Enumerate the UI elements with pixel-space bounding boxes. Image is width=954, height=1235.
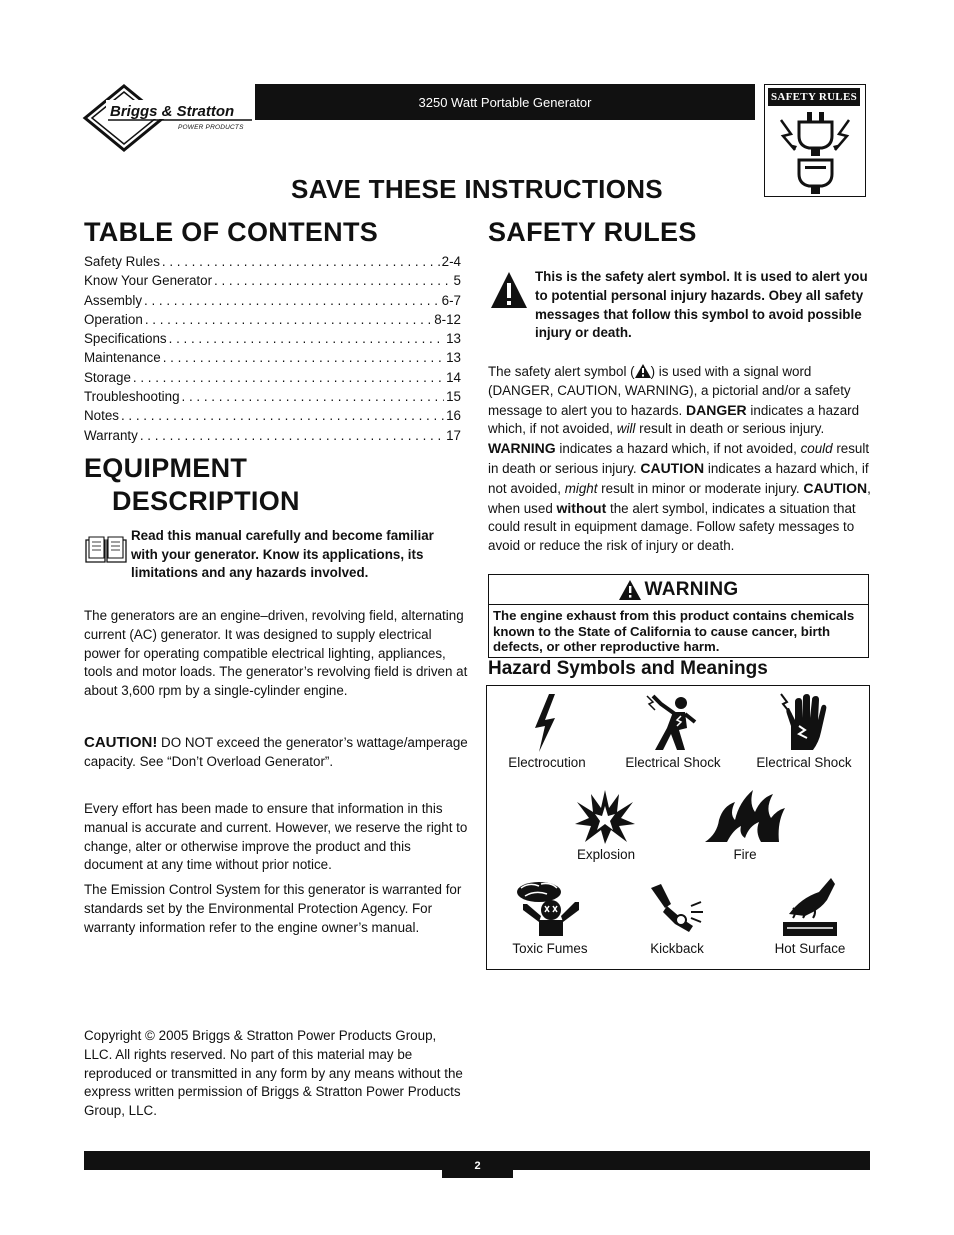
toc-leader-dots bbox=[163, 348, 444, 367]
shocked-hand-icon bbox=[779, 692, 829, 752]
hazard-label: Toxic Fumes bbox=[512, 941, 588, 956]
caution-word: CAUTION bbox=[640, 459, 705, 476]
emphasis-could: could bbox=[800, 441, 833, 457]
safety-rules-title: SAFETY RULES bbox=[488, 217, 697, 247]
hazard-symbols-title: Hazard Symbols and Meanings bbox=[488, 658, 768, 679]
toc-entry-page: 6-7 bbox=[441, 292, 461, 308]
danger-word: DANGER bbox=[686, 401, 747, 418]
toc-entry-label: Know Your Generator bbox=[84, 273, 213, 289]
equipment-intro: Read this manual carefully and become familiar with your generator. Know its applications, its limitations and any hazards involved. bbox=[131, 528, 434, 581]
inline-alert-icon bbox=[635, 364, 651, 378]
safety-alert-icon bbox=[489, 270, 529, 310]
table-of-contents bbox=[84, 252, 461, 445]
toc-entry-page: 16 bbox=[446, 408, 461, 424]
hazard-label: Kickback bbox=[650, 941, 704, 956]
toc-leader-dots bbox=[182, 387, 445, 406]
toxic-fumes-icon bbox=[513, 880, 585, 936]
logo-text: Briggs & Stratton bbox=[110, 103, 235, 120]
hazard-label: Explosion bbox=[576, 847, 636, 862]
logo-subtext: POWER PRODUCTS bbox=[178, 124, 244, 131]
hazard-label: Electrocution bbox=[508, 755, 586, 770]
toc-entry-page: 5 bbox=[453, 273, 461, 289]
warning-text: The engine exhaust from this product contains chemicals known to the State of California to cause cancer, birth defects, or other reproductive harm. bbox=[493, 608, 855, 654]
toc-entry bbox=[84, 310, 461, 329]
hazard-label: Hot Surface bbox=[774, 941, 846, 956]
signal-words-paragraph bbox=[488, 363, 872, 556]
toc-entry-page: 15 bbox=[446, 389, 461, 405]
kickback-icon bbox=[647, 884, 703, 936]
shocked-person-icon bbox=[645, 694, 699, 752]
caution-word-2: CAUTION bbox=[803, 479, 868, 496]
open-book-icon bbox=[84, 534, 128, 564]
document-title: 3250 Watt Portable Generator bbox=[418, 94, 592, 110]
toc-entry-page: 13 bbox=[446, 331, 461, 347]
document-title-bar bbox=[255, 84, 755, 120]
toc-leader-dots bbox=[133, 368, 444, 387]
toc-entry-label: Storage bbox=[84, 369, 131, 385]
safety-rules-badge-label: SAFETY RULES bbox=[768, 88, 860, 106]
save-instructions-heading: SAVE THESE INSTRUCTIONS bbox=[291, 174, 663, 204]
toc-entry bbox=[84, 426, 461, 445]
fire-icon bbox=[705, 784, 785, 844]
toc-entry-label: Troubleshooting bbox=[84, 389, 180, 405]
text-run: result in death or serious injury. bbox=[488, 441, 870, 476]
text-run: indicates a hazard which, if not avoided, bbox=[488, 402, 860, 437]
safety-alert-description: This is the safety alert symbol. It is used to alert you to potential personal injury hazards. Obey all safety messages that follow this symbol to avoid possible injury or death. bbox=[535, 269, 868, 341]
toc-entry bbox=[84, 368, 461, 387]
toc-entry-label: Notes bbox=[84, 408, 119, 424]
text-run: indicates a hazard which, if not avoided, bbox=[555, 441, 801, 457]
lightning-bolt-icon bbox=[533, 694, 563, 752]
emphasis-without: without bbox=[556, 499, 607, 516]
warning-label: WARNING bbox=[644, 578, 739, 600]
warning-word: WARNING bbox=[488, 440, 556, 457]
toc-entry-label: Safety Rules bbox=[84, 254, 160, 269]
toc-entry-label: Specifications bbox=[84, 331, 167, 347]
hazard-symbols-panel bbox=[486, 685, 870, 970]
hazard-label: Electrical Shock bbox=[625, 755, 721, 770]
page-number: 2 bbox=[442, 1151, 513, 1178]
toc-entry bbox=[84, 252, 461, 271]
equipment-paragraph-1: The generators are an engine–driven, revolving field, alternating current (AC) generator. It was designed to supply electrical power for operating compatible electrical lighting, appliances, tools and motor loads. The generator’s revolving field is driven at about 3,600 rpm by a single-cylinder engine. bbox=[84, 608, 468, 699]
emphasis-might: might bbox=[564, 480, 598, 496]
caution-text: DO NOT exceed the generator’s wattage/amperage capacity. See “Don’t Overload Generator”. bbox=[84, 735, 468, 769]
toc-entry bbox=[84, 406, 461, 425]
toc-entry-page: 8-12 bbox=[434, 311, 461, 327]
equipment-caution bbox=[84, 734, 468, 772]
toc-entry-page: 17 bbox=[446, 427, 461, 443]
text-run: , when used bbox=[488, 480, 871, 516]
toc-entry-page: 14 bbox=[446, 369, 461, 385]
text-run: indicates a hazard which, if not avoided, bbox=[488, 460, 869, 496]
text-run: result in minor or moderate injury. bbox=[597, 480, 804, 496]
toc-leader-dots bbox=[162, 252, 440, 271]
equipment-description-title bbox=[84, 452, 300, 518]
equipment-title-line2: DESCRIPTION bbox=[112, 486, 300, 516]
copyright-notice: Copyright © 2005 Briggs & Stratton Power Products Group, LLC. All rights reserved. No part of this material may be reproduced or transmitted in any form by any means without the express written permission of Briggs & Stratton Power Products Group, LLC. bbox=[84, 1028, 463, 1119]
toc-leader-dots bbox=[214, 271, 452, 290]
toc-leader-dots bbox=[144, 291, 440, 310]
toc-entry-page: 13 bbox=[446, 350, 461, 366]
text-run: the alert symbol, indicates a situation that could result in equipment damage. Follow safety messages to avoid or reduce the risk of injury or death. bbox=[488, 500, 856, 554]
toc-entry-label: Warranty bbox=[84, 427, 138, 443]
toc-entry bbox=[84, 348, 461, 367]
toc-entry-label: Maintenance bbox=[84, 350, 161, 366]
california-warning-box bbox=[488, 574, 869, 658]
toc-leader-dots bbox=[169, 329, 444, 348]
caution-label: CAUTION! bbox=[84, 734, 158, 751]
toc-entry bbox=[84, 291, 461, 310]
toc-entry-label: Operation bbox=[84, 311, 143, 327]
text-run: result in death or serious injury. bbox=[635, 421, 825, 437]
warning-alert-icon bbox=[619, 580, 641, 600]
emphasis-will: will bbox=[616, 421, 636, 437]
toc-leader-dots bbox=[140, 426, 444, 445]
toc-leader-dots bbox=[121, 406, 444, 425]
equipment-paragraph-3: The Emission Control System for this generator is warranted for standards set by the Environmental Protection Agency. For warranty information refer to the engine owner’s manual. bbox=[84, 882, 462, 935]
toc-entry bbox=[84, 271, 461, 290]
toc-entry bbox=[84, 329, 461, 348]
hot-surface-icon bbox=[781, 878, 839, 936]
toc-title: TABLE OF CONTENTS bbox=[84, 217, 379, 247]
equipment-title-line1: EQUIPMENT bbox=[84, 453, 248, 483]
toc-entry-page: 2-4 bbox=[441, 254, 461, 269]
toc-entry bbox=[84, 387, 461, 406]
toc-entry-label: Assembly bbox=[84, 292, 143, 308]
toc-leader-dots bbox=[145, 310, 432, 329]
text-run: The safety alert symbol ( bbox=[488, 364, 635, 379]
hazard-label: Fire bbox=[733, 847, 757, 862]
text-run: ) is used with a signal word (DANGER, CAUTION, WARNING), a pictorial and/or a safety message to alert you to hazards. bbox=[488, 364, 851, 418]
explosion-icon bbox=[575, 788, 635, 844]
hazard-label: Electrical Shock bbox=[756, 755, 852, 770]
equipment-paragraph-2: Every effort has been made to ensure that information in this manual is accurate and current. However, we reserve the right to change, alter or otherwise improve the product and this document at any time without prior notice. bbox=[84, 801, 468, 873]
warning-header bbox=[489, 575, 868, 605]
